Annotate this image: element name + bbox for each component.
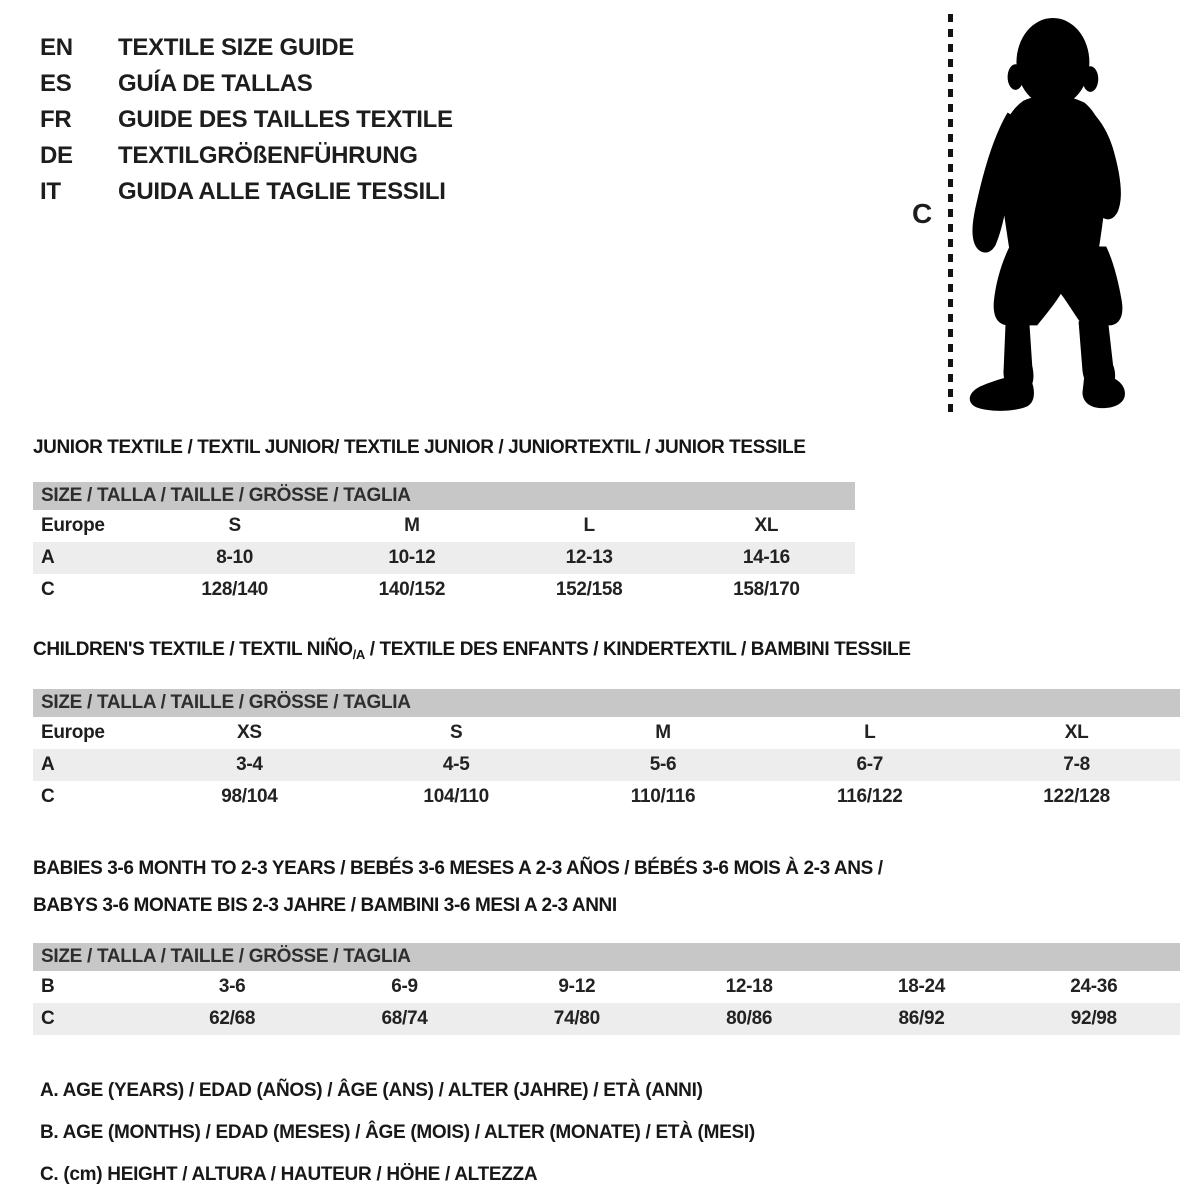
footnote-age-months: B. AGE (MONTHS) / EDAD (MESES) / ÂGE (MOIS) / ALTER (MONATE) / ETÀ (MESI) <box>40 1122 755 1143</box>
table-row <box>33 749 1180 781</box>
size-cell: L <box>583 515 595 536</box>
footnote-height-cm: C. (cm) HEIGHT / ALTURA / HAUTEUR / HÖHE / ALTEZZA <box>40 1164 538 1185</box>
babies-section-title <box>33 850 1180 924</box>
size-cell: M <box>655 722 671 743</box>
age-months-cell: 18-24 <box>897 976 946 997</box>
table-row <box>33 717 1180 749</box>
age-months-cell: 3-6 <box>218 976 246 997</box>
age-cell: 10-12 <box>388 547 436 568</box>
age-months-cell: 24-36 <box>1070 976 1118 997</box>
size-cell: XL <box>754 515 779 536</box>
height-cell: 86/92 <box>898 1008 945 1029</box>
age-cell: 6-7 <box>856 754 884 775</box>
babies-title-line1: BABIES 3-6 MONTH TO 2-3 YEARS / BEBÉS 3-6 MESES A 2-3 AÑOS / BÉBÉS 3-6 MOIS À 2-3 ANS / <box>33 858 883 879</box>
size-cell: XL <box>1064 722 1089 743</box>
row-label: C <box>41 786 55 807</box>
age-cell: 3-4 <box>236 754 263 775</box>
legend-footnotes <box>40 1070 755 1196</box>
junior-size-header: SIZE / TALLA / TAILLE / GRÖSSE / TAGLIA <box>33 482 855 510</box>
table-row <box>33 1003 1180 1035</box>
guide-title-en: TEXTILE SIZE GUIDE <box>118 34 354 61</box>
age-cell: 4-5 <box>442 754 470 775</box>
age-cell: 7-8 <box>1063 754 1090 775</box>
table-row <box>33 542 855 574</box>
row-label: C <box>41 579 55 600</box>
table-row <box>33 971 1180 1003</box>
language-code: EN <box>40 34 73 61</box>
children-title-pre: CHILDREN'S TEXTILE / TEXTIL NIÑO <box>33 639 353 660</box>
height-cell: 128/140 <box>201 579 268 600</box>
junior-textile-section <box>33 436 855 606</box>
row-label: Europe <box>41 515 105 536</box>
height-measure-label: C <box>912 198 933 229</box>
babies-title-line2: BABYS 3-6 MONATE BIS 2-3 JAHRE / BAMBINI 3-6 MESI A 2-3 ANNI <box>33 895 617 916</box>
row-label: A <box>41 754 55 775</box>
baby-height-figure <box>900 0 1160 430</box>
row-label: Europe <box>41 722 105 743</box>
footnote-age-years: A. AGE (YEARS) / EDAD (AÑOS) / ÂGE (ANS) / ALTER (JAHRE) / ETÀ (ANNI) <box>40 1080 703 1101</box>
language-row-de <box>40 138 453 174</box>
height-cell: 158/170 <box>733 579 800 600</box>
table-row <box>33 510 855 542</box>
language-row-es <box>40 66 453 102</box>
children-textile-section <box>33 638 1180 813</box>
size-cell: L <box>864 722 876 743</box>
children-title-post: / TEXTILE DES ENFANTS / KINDERTEXTIL / BAMBINI TESSILE <box>364 639 911 660</box>
height-cell: 98/104 <box>221 786 278 807</box>
age-cell: 14-16 <box>742 547 790 568</box>
table-row <box>33 574 855 606</box>
guide-title-es: GUÍA DE TALLAS <box>118 70 313 97</box>
age-months-cell: 6-9 <box>391 976 418 997</box>
language-code: DE <box>40 142 73 169</box>
height-cell: 104/110 <box>423 786 489 807</box>
language-code: ES <box>40 70 72 97</box>
height-cell: 74/80 <box>553 1008 600 1029</box>
language-code: IT <box>40 178 61 205</box>
age-cell: 12-13 <box>565 547 613 568</box>
language-title-list <box>40 30 453 210</box>
size-cell: S <box>228 515 241 536</box>
language-code: FR <box>40 106 72 133</box>
junior-section-title: JUNIOR TEXTILE / TEXTIL JUNIOR/ TEXTILE JUNIOR / JUNIORTEXTIL / JUNIOR TESSILE <box>33 437 806 458</box>
guide-title-de: TEXTILGRÖßENFÜHRUNG <box>118 142 418 169</box>
baby-silhouette-icon <box>963 14 1133 418</box>
height-cell: 68/74 <box>381 1008 428 1029</box>
size-cell: M <box>404 515 420 536</box>
age-months-cell: 9-12 <box>558 976 596 997</box>
row-label: B <box>41 976 55 997</box>
height-measure-dashed-line <box>948 14 953 418</box>
language-row-fr <box>40 102 453 138</box>
language-row-en <box>40 30 453 66</box>
height-cell: 92/98 <box>1070 1008 1117 1029</box>
height-cell: 80/86 <box>726 1008 773 1029</box>
age-cell: 8-10 <box>216 547 254 568</box>
children-size-header: SIZE / TALLA / TAILLE / GRÖSSE / TAGLIA <box>33 689 1180 717</box>
height-cell: 152/158 <box>555 579 623 600</box>
age-months-cell: 12-18 <box>725 976 773 997</box>
children-title-sub: /A <box>352 647 365 662</box>
age-cell: 5-6 <box>649 754 677 775</box>
row-label: A <box>41 547 55 568</box>
height-cell: 110/116 <box>630 786 696 807</box>
height-cell: 62/68 <box>209 1008 256 1029</box>
height-cell: 140/152 <box>378 579 446 600</box>
table-row <box>33 781 1180 813</box>
guide-title-it: GUIDA ALLE TAGLIE TESSILI <box>118 178 446 205</box>
babies-size-header: SIZE / TALLA / TAILLE / GRÖSSE / TAGLIA <box>33 943 1180 971</box>
guide-title-fr: GUIDE DES TAILLES TEXTILE <box>118 106 453 133</box>
height-cell: 116/122 <box>837 786 903 807</box>
children-section-title <box>33 638 1180 667</box>
size-cell: S <box>450 722 463 743</box>
height-cell: 122/128 <box>1043 786 1110 807</box>
language-row-it <box>40 174 453 210</box>
babies-textile-section <box>33 850 1180 1035</box>
size-cell: XS <box>237 722 262 743</box>
row-label: C <box>41 1008 55 1029</box>
